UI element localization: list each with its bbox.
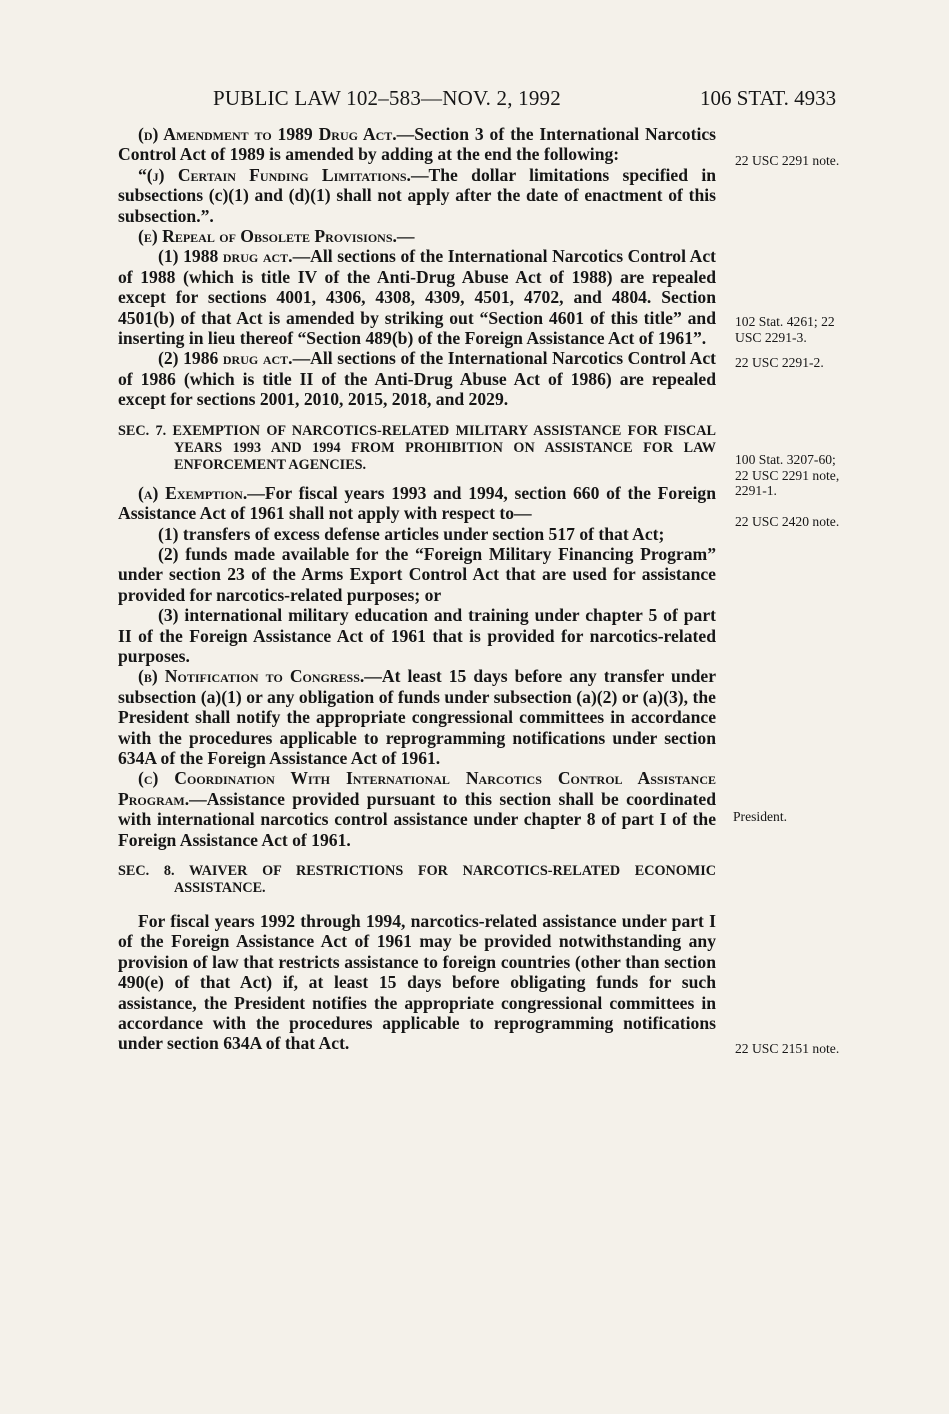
text-j: —The dollar limitations specified in subsections (c)(1) and (d)(1) shall not apply after the date of enactment of this subsection.”. [118,164,717,226]
text-c: —Assistance provided pursuant to this section shall be coordinated with international narcotics control assistance under chapter 8 of part I of the Foreign Assistance Act of 1961. [118,788,716,850]
paragraph-e2 [118,348,716,409]
text-e2: —All sections of the International Narcotics Control Act of 1986 (which is title II of the Anti-Drug Abuse Act of 1986) are repealed except for sections 2001, 2010, 2015, 2018, and 2029. [118,348,716,410]
paragraph-a1: (1) transfers of excess defense articles under section 517 of that Act; [158,523,665,544]
margin-note-president: President. [733,809,787,824]
text-d: —Section 3 of the International Narcotics Control Act of 1989 is amended by adding at the end the following: [118,124,716,165]
section-7-title: SEC. 7. EXEMPTION OF NARCOTICS-RELATED MILITARY ASSISTANCE FOR FISCAL YEARS 1993 AND 1994 FROM PROHIBITION ON ASSISTANCE FOR LAW ENFORCEMENT AGENCIES. [118,422,716,473]
margin-note-7: 22 USC 2151 note. [735,1041,840,1056]
heading-d: (d) Amendment to 1989 Drug Act. [138,124,397,144]
running-header-page: 106 STAT. 4933 [700,86,837,110]
margin-note-2: 102 Stat. 4261; 22 USC 2291-3. [735,314,835,345]
margin-note-4: 100 Stat. 3207-60; 22 USC 2291 note, 2291-1. [735,452,840,498]
paragraph-e [118,226,716,246]
paragraph-d [118,124,716,165]
heading-c: (c) Coordination With International Narcotics Control Assistance Program. [118,768,716,809]
paragraph-b [118,666,716,768]
margin-note-5: 22 USC 2420 note. [735,514,840,529]
heading-a: (a) Exemption. [138,482,248,503]
paragraph-j [118,165,716,226]
heading-e2: (2) 1986 drug act. [158,348,293,369]
law-text [118,124,716,1054]
text-b: —At least 15 days before any transfer under subsection (a)(1) or any obligation of funds under subsection (a)(2) or (a)(3), the President shall notify the appropriate congressional committees in accordance with the procedures applicable to reprogramming notifications under section 634A of the Foreign Assistance Act of 1961. [118,666,717,768]
heading-e1: (1) 1988 drug act. [158,246,293,267]
paragraph-a [118,483,716,524]
section-8-title: SEC. 8. WAIVER OF RESTRICTIONS FOR NARCOTICS-RELATED ECONOMIC ASSISTANCE. [118,863,716,896]
heading-b: (b) Notification to Congress. [138,666,365,687]
paragraph-a2: (2) funds made available for the “Foreign Military Financing Program” under section 23 of the Arms Export Control Act that are used for assistance provided for narcotics-related purposes; or [118,543,716,605]
heading-j: “(j) Certain Funding Limitations. [138,164,411,185]
paragraph-sec8: For fiscal years 1992 through 1994, narcotics-related assistance under part I of the Foreign Assistance Act of 1961 may be provided notwithstanding any provision of law that restricts assistance to foreign countries (other than section 490(e) of that Act) if, at least 15 days before obligating funds for such assistance, the President notifies the appropriate congressional committees in accordance with the procedures applicable to reprogramming notifications under section 634A of that Act. [118,911,716,1054]
text-e1: —All sections of the International Narcotics Control Act of 1988 (which is title IV of the Anti-Drug Abuse Act of 1988) are repealed except for sections 4001, 4306, 4308, 4309, 4501, 4702, and 4804. Section 4501(b) of that Act is amended by striking out “Section 4601 of this title” and inserting in lieu thereof “Section 489(b) of the Foreign Assistance Act of 1961”. [118,246,716,349]
paragraph-c [118,768,716,850]
running-header-title: PUBLIC LAW 102–583—NOV. 2, 1992 [213,86,561,110]
heading-e: (e) Repeal of Obsolete Provisions.— [138,226,415,247]
paragraph-e1 [118,246,716,348]
text-a: —For fiscal years 1993 and 1994, section 660 of the Foreign Assistance Act of 1961 shall not apply with respect to— [118,482,716,524]
margin-note-1: 22 USC 2291 note. [735,153,840,168]
margin-note-3: 22 USC 2291-2. [735,355,824,370]
paragraph-a3: (3) international military education and training under chapter 5 of part II of the Foreign Assistance Act of 1961 that is provided for narcotics-related purposes. [118,605,716,666]
